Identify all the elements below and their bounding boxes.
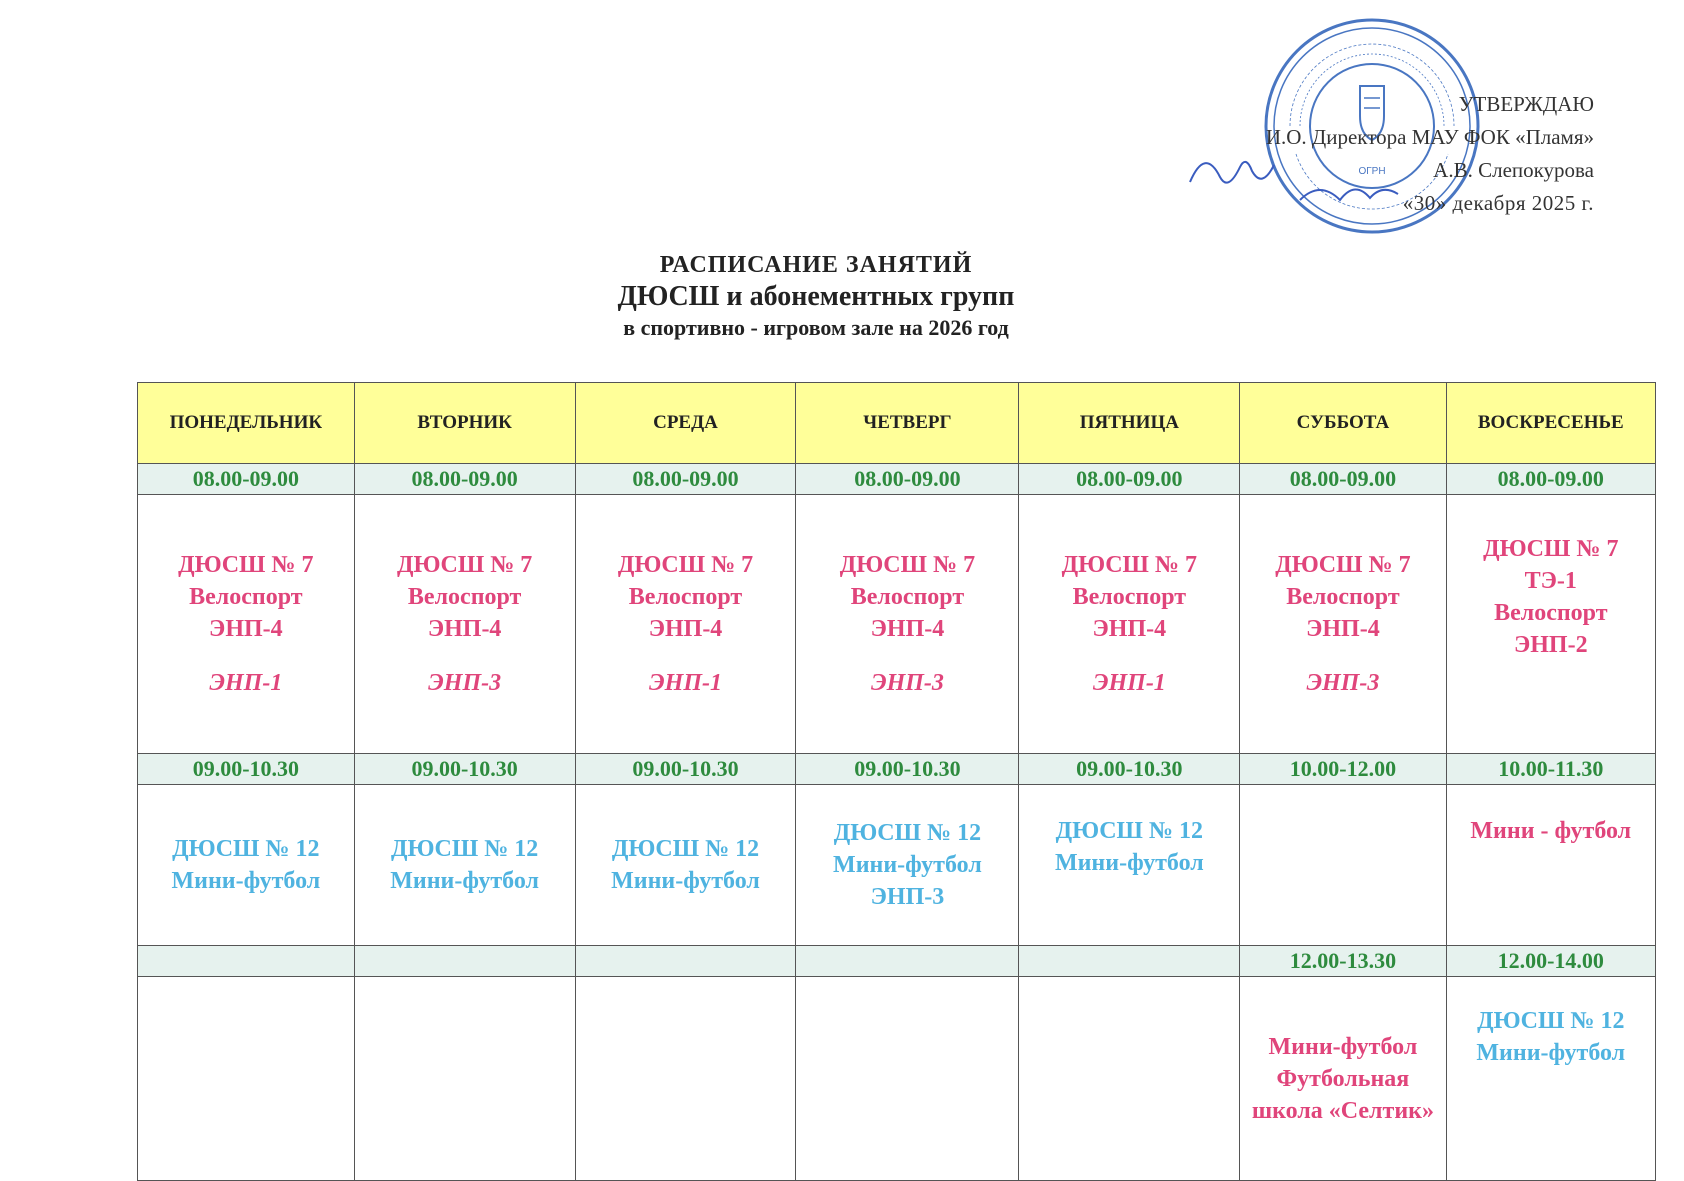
sport-name: Велоспорт	[850, 584, 965, 610]
sport-name: Мини-футбол	[1476, 1040, 1626, 1066]
time-slot: 08.00-09.00	[1446, 464, 1655, 495]
sport-name: Мини-футбол	[171, 868, 321, 894]
activity-cell	[1019, 785, 1240, 946]
approval-position: И.О. Директора МАУ ФОК «Пламя»	[1265, 125, 1594, 149]
group-name: ДЮСШ № 12	[611, 836, 760, 862]
day-header: СРЕДА	[575, 383, 796, 464]
sport-name: Велоспорт	[189, 584, 303, 610]
sport-name: Велоспорт	[628, 584, 743, 610]
activity-cell-empty	[1240, 785, 1446, 946]
level-label: ЭНП-4	[870, 616, 945, 642]
time-slot: 09.00-10.30	[575, 754, 796, 785]
day-header: ВТОРНИК	[354, 383, 575, 464]
group-name: ДЮСШ № 12	[833, 820, 982, 846]
activity-cell-empty	[1019, 977, 1240, 1181]
activity-row	[138, 785, 1656, 946]
group-name: ДЮСШ № 7	[178, 552, 314, 578]
time-slot: 10.00-11.30	[1446, 754, 1655, 785]
group-name: ДЮСШ № 7	[1275, 552, 1411, 578]
group-name: ДЮСШ № 7	[839, 552, 976, 578]
activity-cell	[1446, 495, 1655, 754]
level-label: ЭНП-1	[649, 670, 722, 696]
level-label: ЭНП-3	[870, 670, 944, 696]
activity-cell	[1446, 785, 1655, 946]
level-label: ЭНП-1	[1092, 670, 1166, 696]
time-slot: 09.00-10.30	[796, 754, 1019, 785]
time-slot-empty	[575, 946, 796, 977]
group-name: ДЮСШ № 7	[1483, 536, 1619, 562]
level-label: ЭНП-2	[1513, 632, 1588, 658]
schedule-table	[137, 382, 1656, 1181]
time-slot: 09.00-10.30	[354, 754, 575, 785]
day-header: ВОСКРЕСЕНЬЕ	[1446, 383, 1655, 464]
time-slot-empty	[796, 946, 1019, 977]
activity-cell	[1240, 977, 1446, 1181]
activity-cell-empty	[796, 977, 1019, 1181]
activity-row	[138, 977, 1656, 1181]
time-slot: 08.00-09.00	[1240, 464, 1446, 495]
heading-line-2: ДЮСШ и абонементных групп	[617, 281, 1015, 312]
group-name: ДЮСШ № 7	[1061, 552, 1198, 578]
time-slot: 08.00-09.00	[1019, 464, 1240, 495]
group-name: ДЮСШ № 12	[1477, 1008, 1625, 1034]
activity-cell	[575, 495, 796, 754]
group-name: ДЮСШ № 7	[396, 552, 533, 578]
level-label: ЭНП-3	[428, 670, 502, 696]
day-header: ПОНЕДЕЛЬНИК	[138, 383, 355, 464]
activity-cell	[138, 785, 355, 946]
heading-line-3: в спортивно - игровом зале на 2026 год	[623, 315, 1009, 340]
svg-text:ОГРН: ОГРН	[1358, 166, 1386, 177]
level-label: ЭНП-4	[1306, 616, 1380, 642]
document-heading	[0, 250, 1632, 342]
group-name: ДЮСШ № 7	[617, 552, 754, 578]
level-label: ЭНП-4	[1092, 616, 1167, 642]
activity-cell-empty	[354, 977, 575, 1181]
activity-cell	[575, 785, 796, 946]
time-row	[138, 946, 1656, 977]
group-name: ДЮСШ № 12	[1055, 818, 1204, 844]
sport-name: Велоспорт	[1072, 584, 1187, 610]
activity-cell	[796, 495, 1019, 754]
sport-name: Велоспорт	[407, 584, 522, 610]
sport-name: Велоспорт	[1286, 584, 1400, 610]
activity-cell	[354, 785, 575, 946]
approval-name: А.В. Слепокурова	[1433, 158, 1594, 182]
day-header: ЧЕТВЕРГ	[796, 383, 1019, 464]
school-name: школа	[1251, 1097, 1323, 1124]
days-header-row	[138, 383, 1656, 464]
time-slot: 12.00-14.00	[1446, 946, 1655, 977]
activity-row	[138, 495, 1656, 754]
activity-cell	[796, 785, 1019, 946]
activity-cell-empty	[575, 977, 796, 1181]
level-label: ЭНП-4	[648, 616, 723, 642]
school-name: Футбольная	[1276, 1065, 1410, 1092]
activity-cell	[1240, 495, 1446, 754]
time-row	[138, 464, 1656, 495]
approval-date: «30» декабря 2025 г.	[1402, 191, 1594, 215]
heading-line-1: РАСПИСАНИЕ ЗАНЯТИЙ	[659, 252, 973, 278]
sport-name: Мини - футбол	[1470, 818, 1632, 844]
sport-name: Мини-футбол	[1268, 1033, 1418, 1060]
day-header: ПЯТНИЦА	[1019, 383, 1240, 464]
approval-block	[1174, 88, 1594, 220]
time-slot-empty	[1019, 946, 1240, 977]
activity-cell	[138, 495, 355, 754]
day-header: СУББОТА	[1240, 383, 1446, 464]
time-slot: 09.00-10.30	[138, 754, 355, 785]
time-slot: 08.00-09.00	[354, 464, 575, 495]
group-name: ДЮСШ № 12	[172, 836, 320, 862]
sport-name: Мини-футбол	[390, 868, 540, 894]
level-label: ТЭ-1	[1524, 568, 1577, 594]
sport-name: Мини-футбол	[1054, 850, 1204, 876]
time-slot: 10.00-12.00	[1240, 754, 1446, 785]
level-label: ЭНП-1	[209, 670, 283, 696]
time-slot: 08.00-09.00	[796, 464, 1019, 495]
level-label: ЭНП-3	[870, 884, 945, 910]
level-label: ЭНП-4	[209, 616, 283, 642]
time-slot: 08.00-09.00	[575, 464, 796, 495]
time-slot-empty	[138, 946, 355, 977]
group-name: ДЮСШ № 12	[390, 836, 539, 862]
time-row	[138, 754, 1656, 785]
approval-title: УТВЕРЖДАЮ	[1458, 92, 1594, 116]
time-slot: 08.00-09.00	[138, 464, 355, 495]
time-slot: 09.00-10.30	[1019, 754, 1240, 785]
sport-name: Мини-футбол	[833, 852, 982, 878]
time-slot: 12.00-13.30	[1240, 946, 1446, 977]
sport-name: Велоспорт	[1494, 600, 1608, 626]
level-label: ЭНП-4	[427, 616, 502, 642]
time-slot-empty	[354, 946, 575, 977]
activity-cell-empty	[138, 977, 355, 1181]
activity-cell	[1446, 977, 1655, 1181]
level-label: ЭНП-3	[1306, 670, 1380, 696]
activity-cell	[1019, 495, 1240, 754]
sport-name: Мини-футбол	[611, 868, 760, 894]
activity-cell	[354, 495, 575, 754]
school-name: «Селтик»	[1328, 1097, 1434, 1124]
